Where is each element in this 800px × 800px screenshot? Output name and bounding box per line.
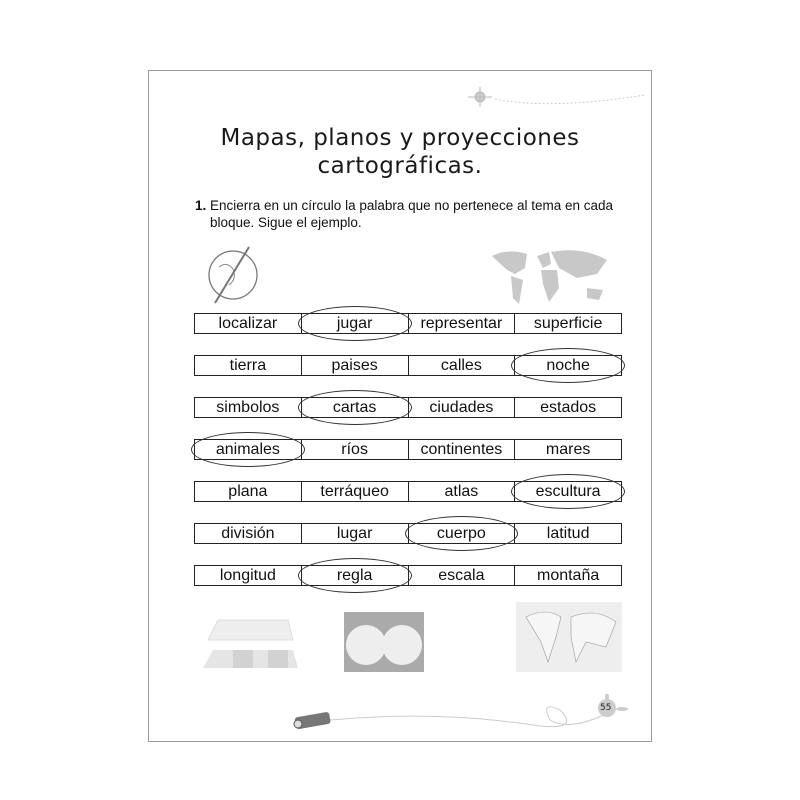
word-label: ciudades — [429, 399, 494, 416]
word-cell[interactable] — [409, 524, 516, 543]
word-cell[interactable] — [409, 398, 516, 417]
word-cell[interactable] — [409, 356, 516, 375]
word-label: simbolos — [216, 399, 280, 416]
word-cell[interactable] — [195, 482, 302, 501]
word-cell[interactable] — [515, 398, 621, 417]
circle-mark — [511, 474, 625, 509]
circle-mark — [511, 348, 625, 383]
page-number: 55 — [600, 703, 612, 713]
word-cell[interactable] — [515, 482, 621, 501]
word-cell[interactable] — [302, 356, 409, 375]
word-cell[interactable] — [195, 314, 302, 333]
word-label: ríos — [341, 441, 368, 458]
word-row — [194, 397, 622, 418]
word-label: representar — [420, 315, 503, 332]
globe-crossed-icon — [205, 245, 265, 305]
circle-mark — [298, 558, 412, 593]
world-map-image — [487, 248, 612, 308]
word-label: animales — [215, 441, 280, 458]
word-cell[interactable] — [302, 398, 409, 417]
word-row — [194, 565, 622, 586]
page-title: Mapas, planos y proyecciones cartográficas. — [220, 125, 580, 179]
word-label: latitud — [546, 525, 590, 542]
word-row — [194, 313, 622, 334]
folded-maps-image — [198, 610, 298, 670]
word-label: lugar — [336, 525, 373, 542]
circle-mark — [405, 516, 519, 551]
word-label: mares — [545, 441, 591, 458]
word-cell[interactable] — [409, 314, 516, 333]
word-cell[interactable] — [515, 314, 621, 333]
word-label: división — [221, 525, 275, 542]
word-row — [194, 481, 622, 502]
word-cell[interactable] — [515, 356, 621, 375]
word-label: terráqueo — [320, 483, 389, 500]
word-label: escala — [438, 567, 485, 584]
pencil-decoration — [290, 690, 620, 740]
word-cell[interactable] — [195, 566, 302, 585]
word-label: noche — [546, 357, 590, 374]
word-cell[interactable] — [302, 482, 409, 501]
political-world-map-image — [516, 602, 622, 672]
circle-mark — [191, 432, 305, 467]
word-label: estados — [540, 399, 597, 416]
word-label: cuerpo — [436, 525, 486, 542]
word-label: longitud — [219, 567, 276, 584]
word-cell[interactable] — [302, 314, 409, 333]
word-label: continentes — [420, 441, 503, 458]
word-cell[interactable] — [195, 356, 302, 375]
splash-decoration-top — [460, 85, 650, 115]
word-label: plana — [228, 483, 268, 500]
word-cell[interactable] — [409, 482, 516, 501]
word-cell[interactable] — [195, 524, 302, 543]
word-label: jugar — [336, 315, 373, 332]
word-row — [194, 439, 622, 460]
word-cell[interactable] — [195, 398, 302, 417]
hemispheres-map-image — [344, 612, 424, 672]
word-label: superficie — [533, 315, 603, 332]
word-label: calles — [440, 357, 482, 374]
word-cell[interactable] — [195, 440, 302, 459]
word-cell[interactable] — [409, 440, 516, 459]
word-cell[interactable] — [515, 524, 621, 543]
word-row — [194, 355, 622, 376]
word-cell[interactable] — [302, 566, 409, 585]
instruction: 1. Encierra en un círculo la palabra que no pertenece al tema en cada bloque. Sigue el ejemplo. — [195, 198, 614, 230]
word-cell[interactable] — [409, 566, 516, 585]
word-label: paises — [331, 357, 378, 374]
word-cell[interactable] — [302, 524, 409, 543]
word-cell[interactable] — [515, 566, 621, 585]
word-label: atlas — [444, 483, 479, 500]
word-cell[interactable] — [302, 440, 409, 459]
word-row — [194, 523, 622, 544]
word-cell[interactable] — [515, 440, 621, 459]
circle-mark — [298, 390, 412, 425]
word-label: cartas — [332, 399, 377, 416]
circle-mark — [298, 306, 412, 341]
word-label: regla — [336, 567, 373, 584]
word-label: montaña — [536, 567, 600, 584]
word-label: escultura — [535, 483, 601, 500]
word-label: localizar — [218, 315, 278, 332]
word-label: tierra — [229, 357, 267, 374]
